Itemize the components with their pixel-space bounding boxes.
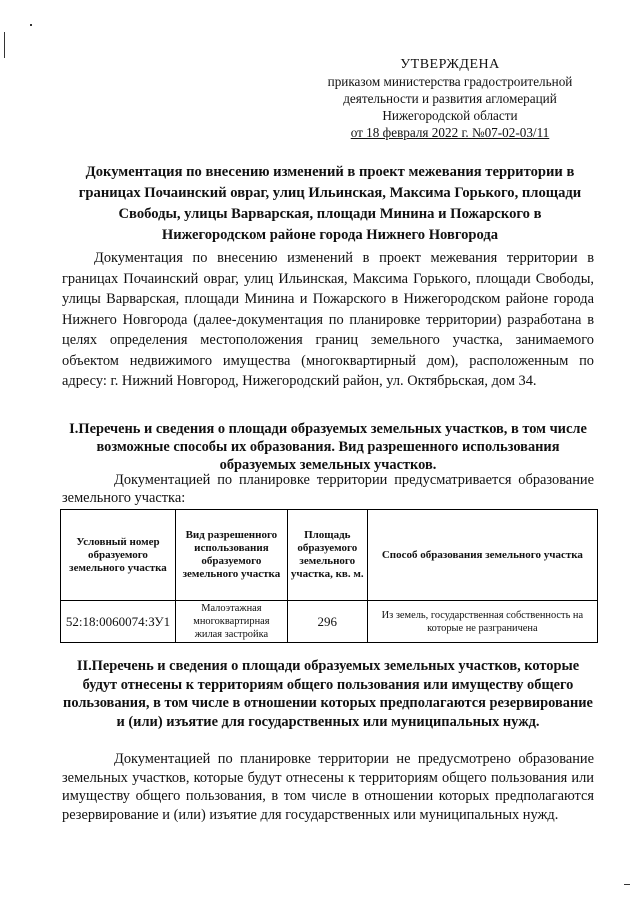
intro-paragraph: Документация по внесению изменений в проект межевания территории в границах Почаинский овраг, улиц Ильинская, Максима Горького, площади Свободы, улицы Варварская, площади Минина и Пожарского в Нижегородском районе города Нижнего Новгорода (далее-документация по планировке территории) разработана в целях определения местоположения границ земельного участка, занимаемого объектом недвижимого имущества (многоквартирный дом), расположенным по адресу: г. Нижний Новгород, Нижегородский район, ул. Октябрьская, дом 34.: [62, 250, 594, 389]
approval-line: приказом министерства градостроительной: [327, 74, 573, 89]
approval-stamp: [300, 56, 600, 141]
cell-number: 52:18:0060074:ЗУ1: [61, 601, 176, 643]
cell-method: Из земель, государственная собственность на которые не разграничена: [367, 601, 597, 643]
header-area: Площадь образуемого земельного участка, кв. м.: [287, 510, 367, 601]
section1-intro: Документацией по планировке территории предусматривается образование земельного участка:: [62, 472, 594, 506]
approval-line: Нижегородской области: [382, 108, 518, 123]
approval-line: деятельности и развития агломераций: [343, 91, 557, 106]
document-title: Документация по внесению изменений в проект межевания территории в границах Почаинский овраг, улиц Ильинская, Максима Горького, площади Свободы, улицы Варварская, площади Минина и Пожарского в Нижегородском районе города Нижнего Новгорода: [78, 164, 582, 243]
approval-heading: УТВЕРЖДЕНА: [400, 57, 500, 72]
cell-use: Малоэтажная многоквартирная жилая застройка: [175, 601, 287, 643]
table-header-row: [61, 510, 598, 601]
cell-area: 296: [287, 601, 367, 643]
section2-title: II.Перечень и сведения о площади образуемых земельных участков, которые будут отнесены к территориям общего пользования или имуществу общего пользования, в том числе в отношении которых предполагаются резервирование и (или) изъятие для государственных или муниципальных нужд.: [63, 658, 593, 730]
section2-text: Документацией по планировке территории не предусмотрено образование земельных участков, которые будут отнесены к территориям общего пользования или имуществу общего пользования, в том числе в отношении которых предполагаются резервирование и (или) изъятие для государственных или муниципальных нужд.: [62, 751, 594, 823]
scan-mark: [30, 24, 32, 26]
header-method: Способ образования земельного участка: [367, 510, 597, 601]
table-row: [61, 601, 598, 643]
scan-mark: [624, 884, 630, 885]
approval-date: от 18 февраля 2022 г. №07-02-03/11: [350, 125, 550, 140]
land-plots-table: [60, 509, 598, 643]
header-number: Условный номер образуемого земельного участка: [61, 510, 176, 601]
section1-title: I.Перечень и сведения о площади образуемых земельных участков, в том числе возможные способы их образования. Вид разрешенного использования образуемых земельных участков.: [69, 421, 587, 473]
scan-mark: [4, 32, 5, 58]
header-use: Вид разрешенного использования образуемого земельного участка: [175, 510, 287, 601]
